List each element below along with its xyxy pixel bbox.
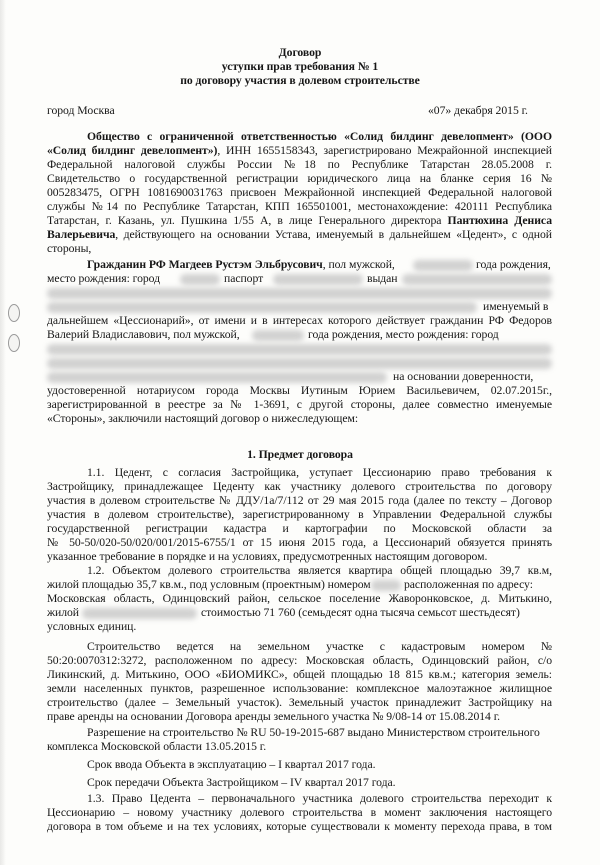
redacted-text (252, 330, 304, 341)
paragraph-line: Ликинский, д. Митькино, ООО «БИОМИКС», общей площадью 18 815 кв.м.; категория земель: (47, 668, 552, 681)
paragraph-line: комплекса Московской области 13.05.2015 г. (47, 740, 267, 753)
citizen-line: «Стороны», заключили настоящий договор о нижеследующем: (47, 412, 359, 425)
redacted-text (82, 608, 197, 619)
paragraph-line: условных единиц. (47, 620, 137, 633)
paragraph-line: 1.3. Право Цедента – первоначального участника долевого строительства переходит к (87, 792, 552, 805)
paragraph-line: Цессионарию – новому участнику долевого строительства в момент заключения настоящего (47, 806, 552, 819)
paragraph-line: Срок ввода Объекта в эксплуатацию – I квартал 2017 года. (87, 758, 376, 771)
redacted-text (180, 274, 220, 285)
preamble-line: «Солид билдинг девелопмент»), ИНН 1655158343, зарегистрировано Межрайонной инспекцией (47, 144, 552, 157)
paragraph-line: государственной регистрации кадастра и картографии по Московской области за (47, 522, 552, 535)
citizen-line: именуемый в (483, 300, 549, 313)
paragraph-line: Застройщику, принадлежащее Цеденту как участнику долевого строительства по договору (47, 480, 552, 493)
citizen-line: выдан (367, 272, 398, 285)
citizen-line: удостоверенной нотариусом города Москвы Иутиным Юрием Васильевичем, 02.07.2015г., (47, 384, 552, 397)
paragraph-line: Разрешение на строительство № RU 50-19-2015-687 выдано Министерством строительного (87, 726, 540, 739)
scan-edge (0, 0, 6, 865)
paragraph-line: земли населенных пунктов, разрешенное использование: комплексное малоэтажное жилищное (47, 682, 552, 695)
paragraph-line: 1.2. Объектом долевого строительства является квартира общей площадью 39,7 кв.м, (87, 564, 552, 577)
paragraph-line: договора в том объеме и на тех условиях, которые существовали к моменту перехода права, в том (47, 820, 552, 833)
paragraph-line: № 50-50/020-50/020/001/2015-6755/1 от 15 июня 2015 года, а Цессионарий обязуется принять (47, 536, 552, 549)
paragraph-line: Срок передачи Объекта Застройщиком – IV квартал 2017 года. (87, 776, 396, 789)
citizen-line: года рождения, место рождения: город (308, 328, 499, 341)
paragraph-line: строительство (далее – Земельный участок). Земельный участок принадлежит Застройщику на (47, 696, 552, 709)
redacted-text (402, 274, 552, 285)
date: «07» декабря 2015 г. (428, 104, 528, 117)
paragraph-line: жилой площадью 35,7 кв.м., под условным (проектным) номером (47, 578, 371, 591)
redacted-text (47, 358, 552, 369)
place: город Москва (47, 104, 115, 117)
citizen-line: зарегистрированной в реестре за № 1-3691, с другой стороны, далее совместно именуемые (47, 398, 552, 411)
punch-hole (8, 304, 20, 322)
punch-hole (8, 334, 20, 352)
paragraph-line: стоимостью 71 760 (семьдесят одна тысяча семьсот шестьдесят) (201, 606, 520, 619)
redacted-text (47, 302, 477, 313)
paragraph-line: участия в долевом строительстве № ДДУ/1а/7/112 от 29 мая 2015 года (далее по тексту – Договор (47, 494, 552, 507)
preamble-line: стороны, (47, 242, 92, 255)
citizen-line: Валерий Владиславович, пол мужской, (47, 328, 240, 341)
citizen-line: года рождения, (476, 258, 551, 271)
paragraph-line: Строительство ведется на земельном участке с кадастровым номером № (87, 640, 552, 653)
redacted-text (371, 580, 401, 591)
preamble-line: 005283475, ОГРН 1081690031763 присвоен Межрайонной инспекцией Федеральной налоговой (47, 186, 552, 199)
preamble-line: Федеральной налоговой службы России №18 по Республике Татарстан 28.05.2008 г. (47, 158, 552, 171)
paragraph-line: участия в долевом строительстве), зарегистрированному в Управлении Федеральной службы (47, 508, 552, 521)
section-heading: 1. Предмет договора (247, 448, 353, 461)
redacted-text (47, 288, 552, 299)
paragraph-line: 1.1. Цедент, с согласия Застройщика, уступает Цессионарию право требования к (87, 466, 552, 479)
paragraph-line: расположенная по адресу: (404, 578, 533, 591)
redacted-text (47, 344, 552, 355)
redacted-text (273, 274, 363, 285)
doc-title-line3: по договору участия в долевом строительстве (180, 74, 420, 87)
paragraph-line: 50:20:0070312:3272, расположенном по адресу: Московская область, Одинцовский район, с/о (47, 654, 552, 667)
citizen-line: на основании доверенности, (393, 370, 534, 383)
redacted-text (47, 372, 387, 383)
preamble-line: Татарстан, г. Казань, ул. Пушкина 1/55 А, в лице Генерального директора Пантюхина Дениса (47, 214, 552, 227)
doc-title-line2: уступки прав требования № 1 (221, 60, 379, 73)
preamble-line: Валерьевича, действующего на основании Устава, именуемый в дальнейшем «Цедент», с одной (47, 228, 552, 241)
citizen-line: паспорт (224, 272, 264, 285)
preamble-line: Свидетельство о государственной регистрации юридического лица на бланке серия 16 № (47, 172, 552, 185)
paragraph-line: Московская область, Одинцовский район, сельское поселение Жаворонковское, д. Митькино, (47, 592, 552, 605)
preamble-line: службы №14 по Республике Татарстан, КПП 165501001, местонахождение: 420111 Республика (47, 200, 552, 213)
paragraph-line: указанное требование в порядке и на условиях, предусмотренных настоящим договором. (47, 550, 488, 563)
doc-title-line1: Договор (278, 46, 322, 59)
redacted-text (413, 260, 473, 271)
preamble-line: Общество с ограниченной ответственностью «Солид билдинг девелопмент» (ООО (87, 130, 552, 143)
citizen-line: место рождения: город (47, 272, 161, 285)
citizen-line: Гражданин РФ Магдеев Рустэм Эльбрусович, пол мужской, (87, 258, 395, 271)
paragraph-line: праве аренды на основании Договора аренды земельного участка № 9/08-14 от 15.08.2014 г. (47, 710, 501, 723)
citizen-line: дальнейшем «Цессионарий», от имени и в интересах которого действует гражданин РФ Федоров (47, 314, 552, 327)
paragraph-line: жилой (47, 606, 80, 619)
